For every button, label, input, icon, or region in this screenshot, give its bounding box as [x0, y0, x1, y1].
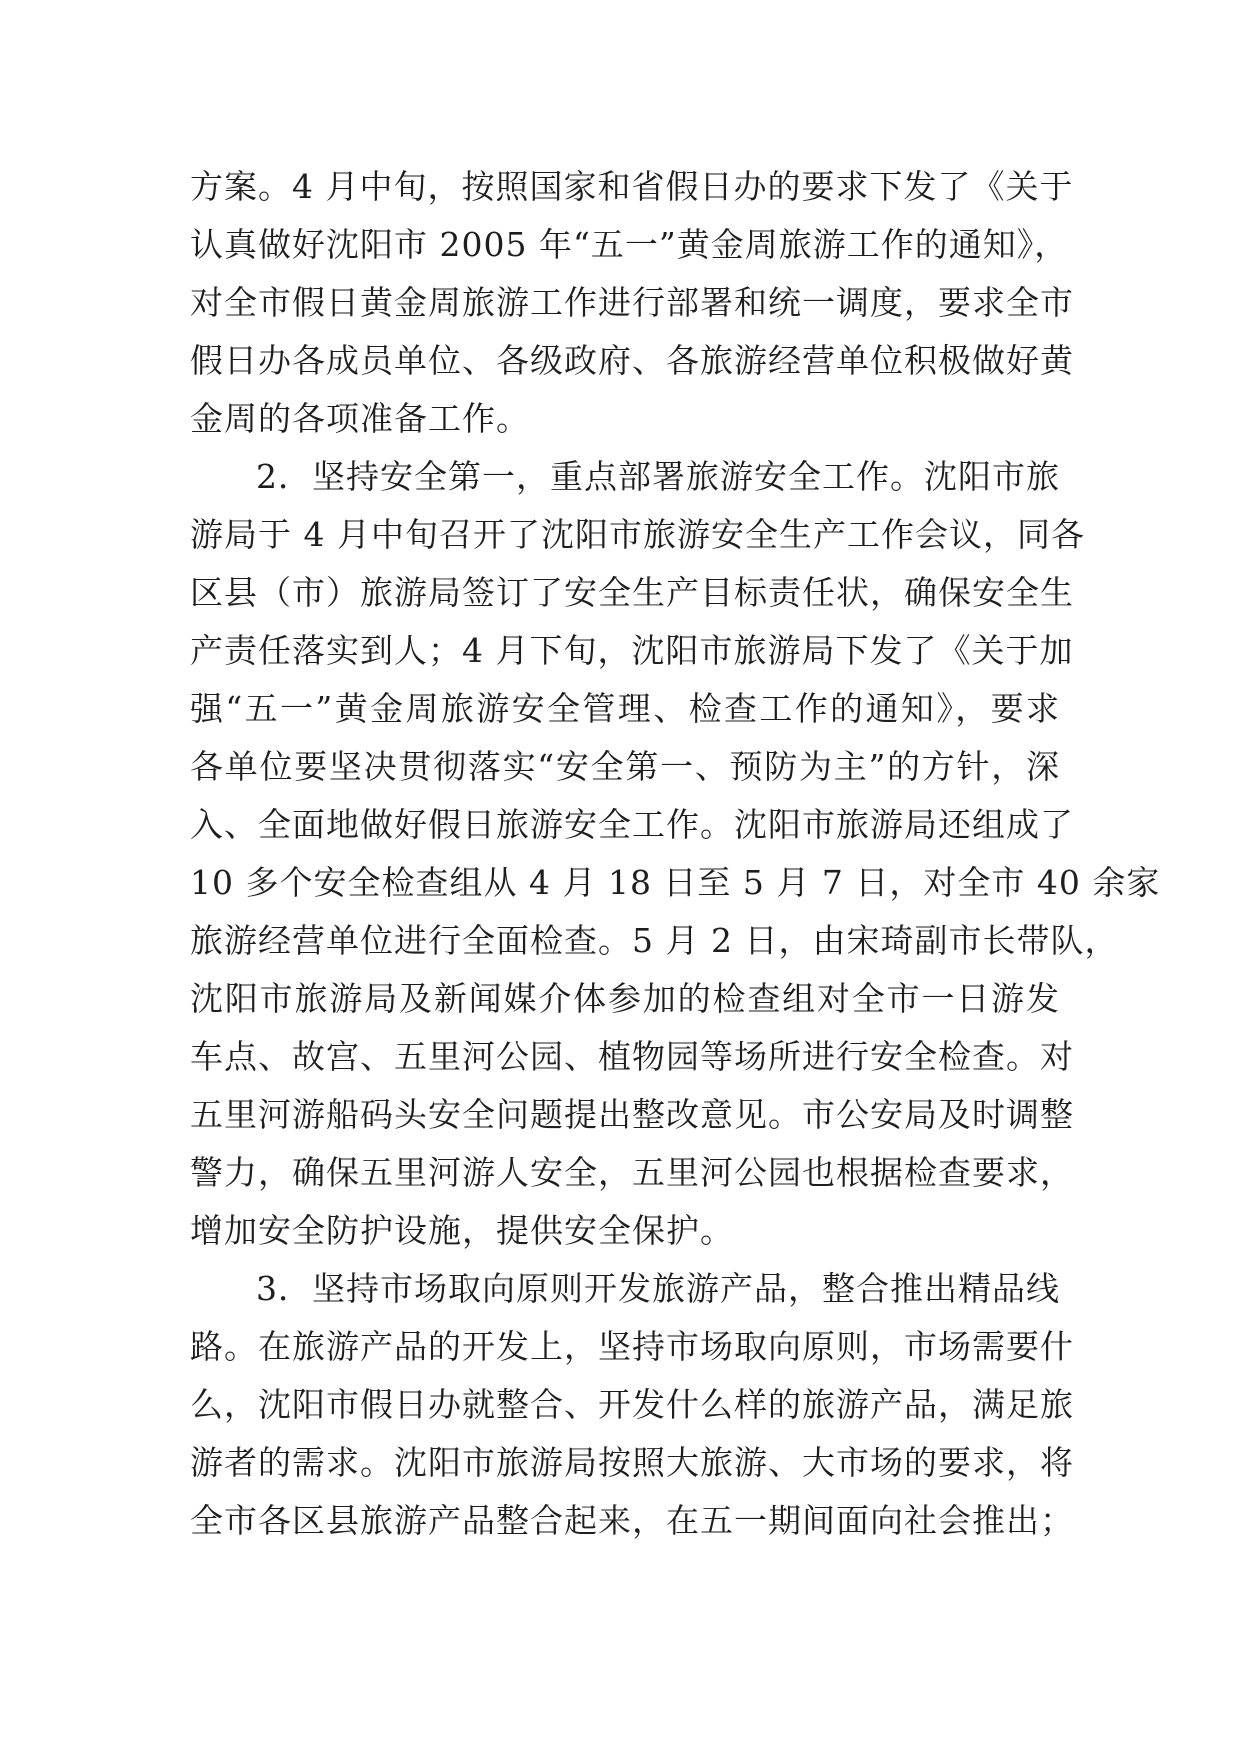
text-line: 假日办各成员单位、各级政府、各旅游经营单位积极做好黄: [190, 341, 1074, 380]
text-line: 警力，确保五里河游人安全，五里河公园也根据检查要求，: [190, 1153, 1074, 1192]
text-line: 么，沈阳市假日办就整合、开发什么样的旅游产品，满足旅: [190, 1385, 1074, 1424]
text-line: 沈阳市旅游局及新闻媒介体参加的检查组对全市一日游发: [190, 979, 1060, 1018]
text-line: 金周的各项准备工作。: [190, 399, 530, 438]
text-line: 认真做好沈阳市 2005 年“五一”黄金周旅游工作的通知》，: [190, 225, 1069, 264]
text-line: 旅游经营单位进行全面检查。5 月 2 日，由宋琦副市长带队，: [190, 921, 1119, 960]
text-line: 游者的需求。沈阳市旅游局按照大旅游、大市场的要求，将: [190, 1443, 1074, 1482]
text-line: 10 多个安全检查组从 4 月 18 日至 5 月 7 日，对全市 40 余家: [190, 863, 1161, 902]
paragraph-start-line: 2．坚持安全第一，重点部署旅游安全工作。沈阳市旅: [256, 457, 1060, 496]
text-line: 增加安全防护设施，提供安全保护。: [190, 1211, 734, 1250]
text-line: 五里河游船码头安全问题提出整改意见。市公安局及时调整: [190, 1095, 1074, 1134]
text-line: 游局于 4 月中旬召开了沈阳市旅游安全生产工作会议，同各: [190, 515, 1085, 554]
text-line: 产责任落实到人；4 月下旬，沈阳市旅游局下发了《关于加: [190, 631, 1074, 670]
text-line: 方案。4 月中旬，按照国家和省假日办的要求下发了《关于: [190, 167, 1074, 206]
text-line: 区县（市）旅游局签订了安全生产目标责任状，确保安全生: [190, 573, 1074, 612]
text-line: 入、全面地做好假日旅游安全工作。沈阳市旅游局还组成了: [190, 805, 1074, 844]
text-line: 对全市假日黄金周旅游工作进行部署和统一调度，要求全市: [190, 283, 1074, 322]
text-line: 强“五一”黄金周旅游安全管理、检查工作的通知》，要求: [190, 689, 1060, 728]
text-line: 路。在旅游产品的开发上，坚持市场取向原则，市场需要什: [190, 1327, 1074, 1366]
text-line: 各单位要坚决贯彻落实“安全第一、预防为主”的方针，深: [190, 747, 1060, 786]
paragraph-start-line: 3．坚持市场取向原则开发旅游产品，整合推出精品线: [256, 1269, 1060, 1308]
text-line: 车点、故宫、五里河公园、植物园等场所进行安全检查。对: [190, 1037, 1074, 1076]
body-text: [190, 158, 1161, 1550]
text-line: 全市各区县旅游产品整合起来，在五一期间面向社会推出；: [190, 1501, 1074, 1540]
